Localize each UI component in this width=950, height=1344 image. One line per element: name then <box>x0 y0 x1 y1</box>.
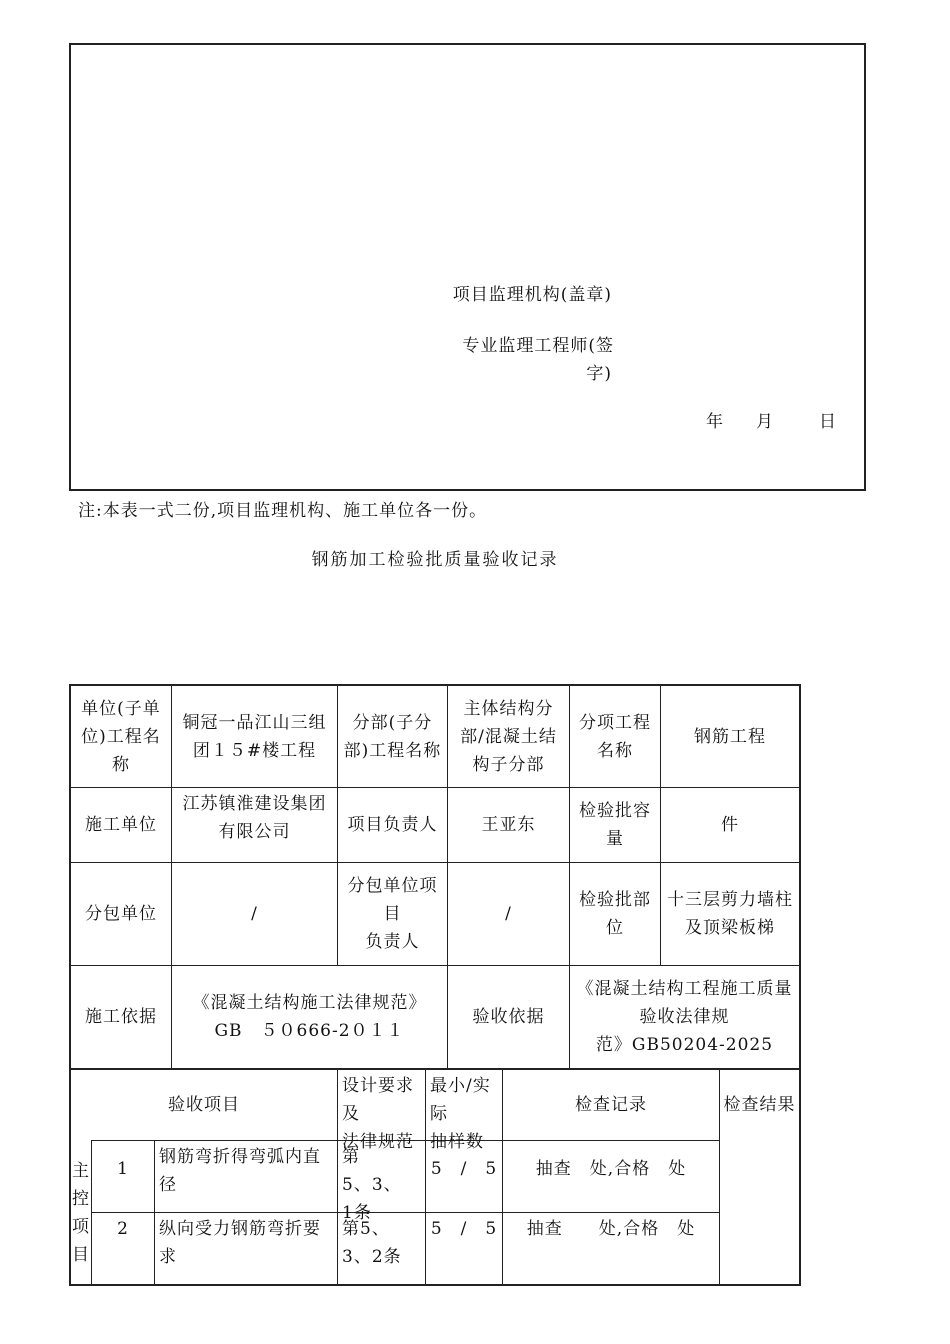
main-control-char-4: 目 <box>72 1244 90 1265</box>
col-acceptance-item: 验收项目 <box>168 1095 240 1115</box>
table-row-1-spec-line-3: 1条 <box>342 1203 372 1223</box>
table-row-1-sample: 5 / 5 <box>430 1159 498 1179</box>
project-manager-label: 项目负责人 <box>347 815 438 835</box>
table-row-2-spec-line-2: 3、2条 <box>342 1247 402 1267</box>
subcontractor-pm-label-line-1: 分包单位项目 <box>347 876 438 924</box>
col-min-sample-line-2: 际 <box>430 1104 448 1124</box>
col-check-record: 检查记录 <box>575 1095 647 1115</box>
construction-basis-line-1: 《混凝土结构施工法律规范》 <box>192 993 427 1013</box>
subcontractor-pm-label-line-2: 负责人 <box>365 932 420 952</box>
subitem-name-label: 分项工程名称 <box>579 712 651 761</box>
col-check-result: 检查结果 <box>723 1095 796 1115</box>
supervision-signoff-box <box>69 43 866 491</box>
acceptance-basis-line-1: 《混凝土结构工程施工质量验收法律规 <box>576 979 793 1027</box>
col-min-sample-line-3: 抽样数 <box>430 1132 484 1152</box>
table-row-1-spec-line-1: 第 <box>342 1147 360 1167</box>
unit-project-name-label: 单位(子单位)工程名称 <box>81 698 161 775</box>
batch-capacity-label: 检验批容量 <box>579 801 651 849</box>
col-design-requirement <box>338 1070 425 1152</box>
table-row-2-spec-line-1: 第5、 <box>342 1219 390 1239</box>
batch-capacity-value: 件 <box>721 815 739 835</box>
subcontractor-value: / <box>251 904 258 924</box>
date-month: 月 <box>756 412 773 432</box>
table-row-2-item: 纵向受力钢筋弯折要求 <box>159 1219 321 1267</box>
main-control-char-3: 项 <box>72 1216 90 1237</box>
division-name-value: 主体结构分部/混凝土结构子分部 <box>460 698 557 775</box>
construction-basis-label: 施工依据 <box>85 1007 157 1027</box>
col-design-req-line-3: 法律规范 <box>342 1132 414 1152</box>
acceptance-basis-label: 验收依据 <box>472 1007 545 1027</box>
engineer-signature-line-2: 字) <box>586 364 612 384</box>
footnote: 注:本表一式二份,项目监理机构、施工单位各一份。 <box>78 501 488 521</box>
construction-basis-value <box>172 966 447 1068</box>
table-row-1-item: 钢筋弯折得弯弧内直径 <box>159 1147 321 1195</box>
subitem-name-value: 钢筋工程 <box>694 726 766 747</box>
batch-location-label: 检验批部位 <box>579 890 651 938</box>
table-row-2-record: 抽查 处,合格 处 <box>526 1219 696 1239</box>
table-row-2-no: 2 <box>117 1219 129 1239</box>
division-name-label: 分部(子分部)工程名称 <box>343 712 442 761</box>
col-min-sample <box>426 1070 502 1152</box>
contractor-value: 江苏镇淮建设集团有限公司 <box>182 794 327 842</box>
main-control-char-2: 控 <box>72 1188 90 1209</box>
contractor-label: 施工单位 <box>85 815 157 835</box>
engineer-signature-line-1: 专业监理工程师(签 <box>462 336 614 356</box>
unit-project-name-value: 铜冠一品江山三组团１５#楼工程 <box>182 712 327 761</box>
construction-basis-line-2: GB ５０666-2０１１ <box>214 1021 405 1041</box>
table-row-2-sample: 5 / 5 <box>430 1219 498 1239</box>
subcontractor-label: 分包单位 <box>85 904 157 924</box>
table-row-1-record: 抽查 处,合格 处 <box>535 1159 687 1179</box>
acceptance-record-table <box>69 684 801 1286</box>
acceptance-basis-value <box>570 966 799 1068</box>
supervision-org-seal: 项目监理机构(盖章) <box>452 285 612 305</box>
table-row-2-spec <box>338 1213 425 1284</box>
table-row-1-no: 1 <box>117 1159 129 1179</box>
table-row-1-spec-line-2: 5、3、 <box>342 1175 402 1195</box>
col-design-req-line-2: 及 <box>342 1104 360 1124</box>
table-row-1-spec <box>338 1141 425 1223</box>
col-min-sample-line-1: 最小/实 <box>430 1076 491 1096</box>
date-year: 年 <box>706 412 723 432</box>
acceptance-basis-line-2: 范》GB50204-2025 <box>595 1035 774 1055</box>
main-control-label <box>71 1141 91 1284</box>
subcontractor-pm-label <box>338 863 447 965</box>
col-design-req-line-1: 设计要求 <box>342 1076 414 1096</box>
batch-location-value: 十三层剪力墙柱及顶梁板梯 <box>667 890 793 938</box>
main-control-char-1: 主 <box>72 1160 90 1181</box>
document-title: 钢筋加工检验批质量验收记录 <box>311 550 559 570</box>
date-day: 日 <box>819 412 836 432</box>
subcontractor-pm-value: / <box>505 904 512 924</box>
project-manager-value: 王亚东 <box>481 815 536 835</box>
